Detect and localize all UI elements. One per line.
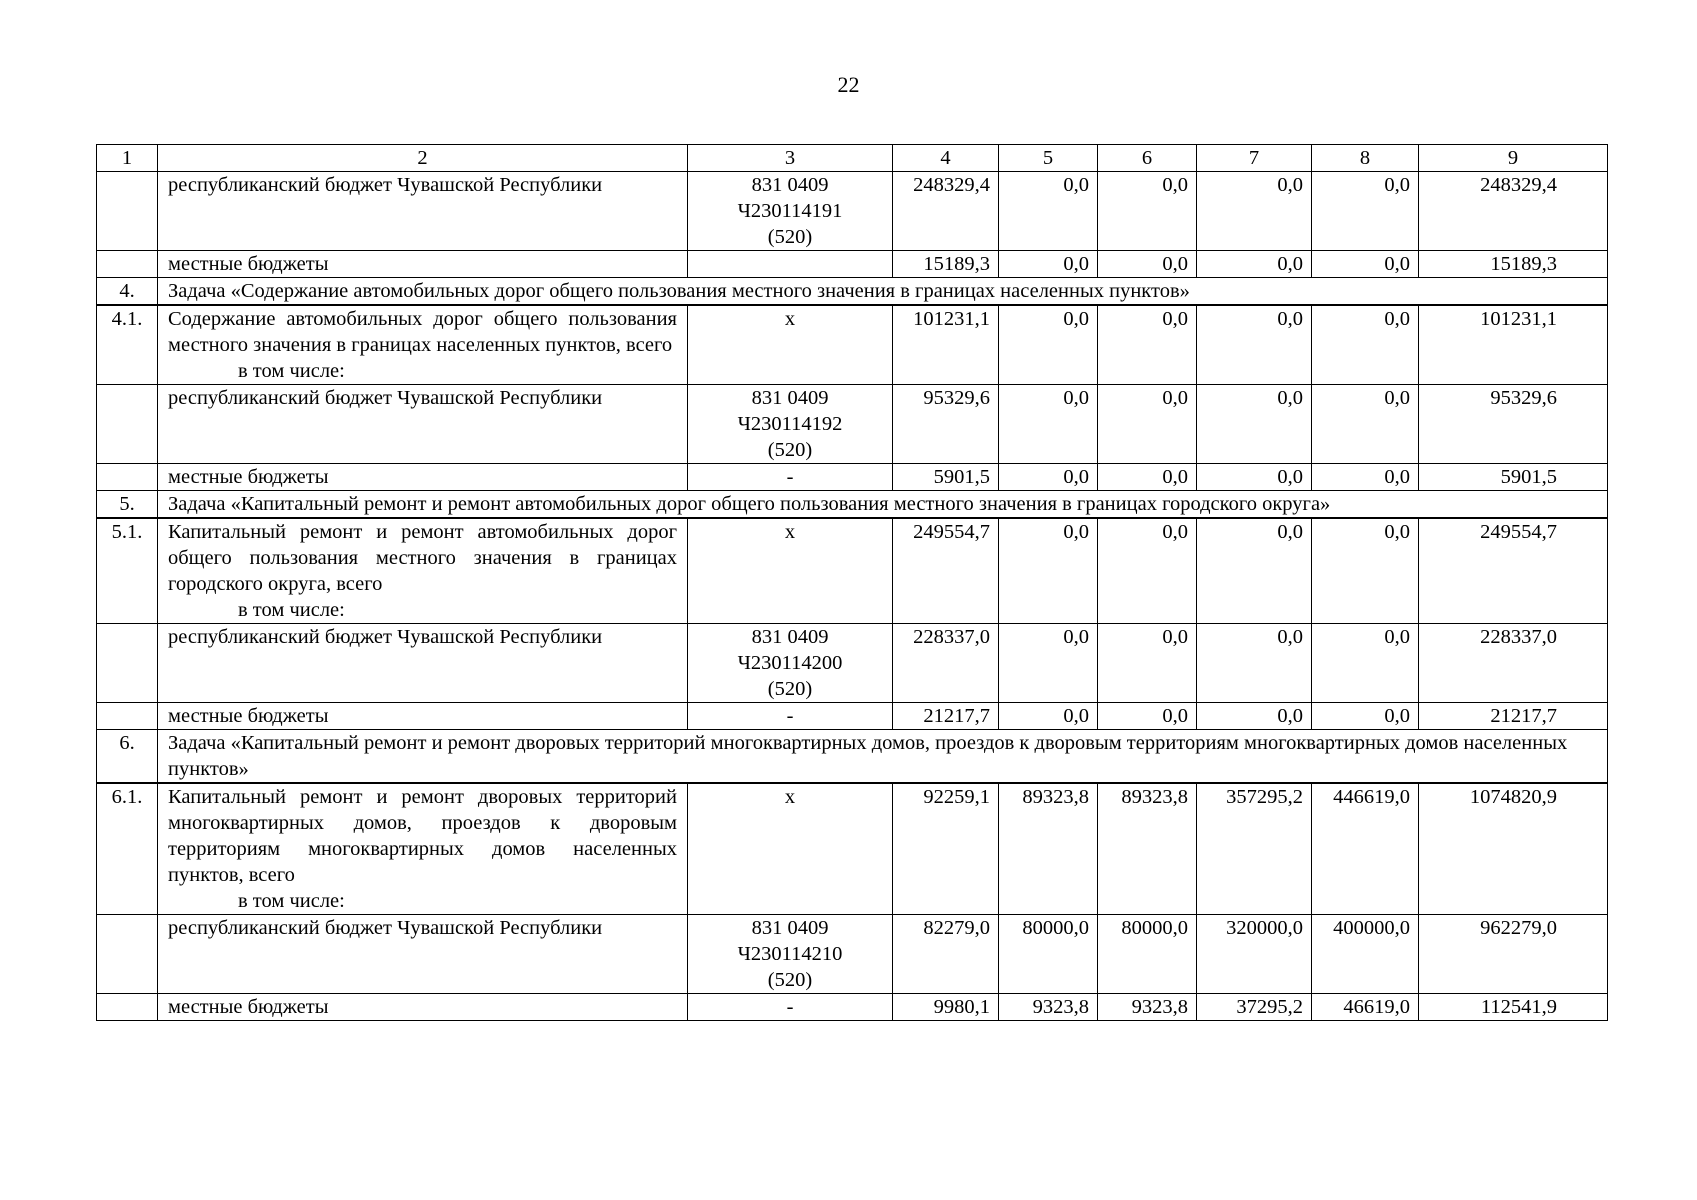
table-row [97,305,1608,385]
value-5: 0,0 [999,305,1098,385]
total-value: 95329,6 [1419,385,1608,464]
column-number: 4 [893,145,999,172]
budget-code-cell [688,464,893,491]
value-8: 400000,0 [1312,915,1419,994]
column-number: 3 [688,145,893,172]
budget-code-line: Ч230114191 [737,200,843,222]
value-6: 0,0 [1098,703,1197,730]
task-title: Задача «Капитальный ремонт и ремонт автомобильных дорог общего пользования местного значения в границах городского округа» [158,491,1608,519]
budget-code-line: 831 0409 [751,174,829,196]
task-row [97,278,1608,306]
budget-code-cell [688,385,893,464]
value-8: 0,0 [1312,624,1419,703]
item-name: местные бюджеты [168,996,329,1018]
budget-code-cell [688,783,893,915]
value-7: 37295,2 [1197,994,1312,1021]
value-4: 101231,1 [893,305,999,385]
value-8: 0,0 [1312,305,1419,385]
budget-code-line: - [786,996,794,1018]
value-4: 92259,1 [893,783,999,915]
item-name: Капитальный ремонт и ремонт дворовых территорий многоквартирных домов, проездов к дворовым территориям многоквартирных домов населенных пунктов, всего [168,786,677,886]
total-value: 5901,5 [1419,464,1608,491]
value-7: 0,0 [1197,251,1312,278]
value-4: 5901,5 [893,464,999,491]
value-5: 80000,0 [999,915,1098,994]
budget-code-line: Ч230114200 [737,652,843,674]
item-number: 4.1. [97,305,158,385]
item-name-cell [158,518,688,624]
item-name: Капитальный ремонт и ремонт автомобильных дорог общего пользования местного значения в границах городского округа, всего [168,521,677,595]
item-name-cell [158,994,688,1021]
budget-code-cell [688,624,893,703]
value-6: 80000,0 [1098,915,1197,994]
value-4: 15189,3 [893,251,999,278]
item-name-cell [158,385,688,464]
task-row [97,730,1608,784]
item-name: республиканский бюджет Чувашской Республики [168,387,603,409]
item-name-cell [158,915,688,994]
total-value: 249554,7 [1419,518,1608,624]
value-4: 9980,1 [893,994,999,1021]
table-row [97,464,1608,491]
item-number [97,464,158,491]
value-6: 0,0 [1098,518,1197,624]
item-number: 5.1. [97,518,158,624]
value-7: 0,0 [1197,624,1312,703]
item-number [97,385,158,464]
value-4: 249554,7 [893,518,999,624]
budget-code-line: х [784,786,796,808]
budget-code-cell [688,703,893,730]
total-value: 1074820,9 [1419,783,1608,915]
task-number: 4. [97,278,158,306]
budget-table [96,144,1608,1021]
item-name: местные бюджеты [168,466,329,488]
value-7: 0,0 [1197,703,1312,730]
table-row [97,915,1608,994]
item-name-cell [158,703,688,730]
budget-code-cell [688,994,893,1021]
value-8: 0,0 [1312,251,1419,278]
value-6: 0,0 [1098,385,1197,464]
table-row [97,703,1608,730]
value-7: 357295,2 [1197,783,1312,915]
value-8: 446619,0 [1312,783,1419,915]
value-4: 21217,7 [893,703,999,730]
value-8: 0,0 [1312,518,1419,624]
total-value: 101231,1 [1419,305,1608,385]
item-number [97,172,158,251]
value-7: 320000,0 [1197,915,1312,994]
item-subtitle: в том числе: [238,360,345,382]
budget-code-line: х [784,308,796,330]
value-8: 0,0 [1312,172,1419,251]
value-6: 0,0 [1098,251,1197,278]
budget-code-line: (520) [767,678,813,700]
column-number-row [97,145,1608,172]
value-7: 0,0 [1197,172,1312,251]
item-number [97,915,158,994]
budget-code-line: 831 0409 [751,917,829,939]
value-7: 0,0 [1197,385,1312,464]
budget-code-line: Ч230114192 [737,413,843,435]
task-row [97,491,1608,519]
item-subtitle: в том числе: [238,890,345,912]
budget-code-line: Ч230114210 [737,943,843,965]
task-number: 5. [97,491,158,519]
value-5: 0,0 [999,518,1098,624]
item-name-cell [158,305,688,385]
column-number: 5 [999,145,1098,172]
item-number: 6.1. [97,783,158,915]
table-row [97,518,1608,624]
item-number [97,703,158,730]
column-number: 9 [1419,145,1608,172]
column-number: 2 [158,145,688,172]
task-title: Задача «Капитальный ремонт и ремонт дворовых территорий многоквартирных домов, проездов к дворовым территориям многоквартирных домов населенных пунктов» [158,730,1608,784]
page-number: 22 [837,72,860,97]
item-name-cell [158,783,688,915]
value-4: 228337,0 [893,624,999,703]
value-5: 0,0 [999,385,1098,464]
item-name: республиканский бюджет Чувашской Республики [168,174,603,196]
budget-code-cell [688,518,893,624]
value-4: 248329,4 [893,172,999,251]
value-5: 0,0 [999,172,1098,251]
budget-code-line: (520) [767,226,813,248]
value-5: 0,0 [999,624,1098,703]
value-5: 0,0 [999,703,1098,730]
table-row [97,172,1608,251]
column-number: 7 [1197,145,1312,172]
value-5: 89323,8 [999,783,1098,915]
budget-code-line: (520) [767,969,813,991]
column-number: 6 [1098,145,1197,172]
value-7: 0,0 [1197,518,1312,624]
value-4: 95329,6 [893,385,999,464]
budget-code-cell [688,305,893,385]
total-value: 248329,4 [1419,172,1608,251]
value-8: 0,0 [1312,703,1419,730]
item-name: местные бюджеты [168,253,329,275]
item-name: местные бюджеты [168,705,329,727]
total-value: 112541,9 [1419,994,1608,1021]
item-name-cell [158,172,688,251]
budget-code-cell [688,251,893,278]
budget-code-line: 831 0409 [751,387,829,409]
item-subtitle: в том числе: [238,599,345,621]
value-6: 89323,8 [1098,783,1197,915]
item-number [97,994,158,1021]
item-name: республиканский бюджет Чувашской Республики [168,917,603,939]
item-name-cell [158,464,688,491]
table-row [97,624,1608,703]
value-5: 9323,8 [999,994,1098,1021]
item-number [97,251,158,278]
total-value: 15189,3 [1419,251,1608,278]
value-6: 0,0 [1098,172,1197,251]
item-name: республиканский бюджет Чувашской Республики [168,626,603,648]
value-7: 0,0 [1197,305,1312,385]
total-value: 21217,7 [1419,703,1608,730]
item-number [97,624,158,703]
budget-code-line: - [786,466,794,488]
column-number: 8 [1312,145,1419,172]
value-8: 46619,0 [1312,994,1419,1021]
value-6: 9323,8 [1098,994,1197,1021]
budget-code-cell [688,172,893,251]
column-number: 1 [97,145,158,172]
table-row [97,385,1608,464]
value-4: 82279,0 [893,915,999,994]
value-8: 0,0 [1312,464,1419,491]
table-row [97,994,1608,1021]
budget-code-line: - [786,705,794,727]
budget-code-line: х [784,521,796,543]
table-row [97,251,1608,278]
budget-code-line: 831 0409 [751,626,829,648]
value-6: 0,0 [1098,464,1197,491]
budget-code-cell [688,915,893,994]
total-value: 228337,0 [1419,624,1608,703]
item-name-cell [158,624,688,703]
item-name: Содержание автомобильных дорог общего пользования местного значения в границах населенных пунктов, всего [168,308,677,356]
item-name-cell [158,251,688,278]
value-7: 0,0 [1197,464,1312,491]
value-6: 0,0 [1098,305,1197,385]
total-value: 962279,0 [1419,915,1608,994]
value-5: 0,0 [999,464,1098,491]
value-6: 0,0 [1098,624,1197,703]
task-number: 6. [97,730,158,784]
table-row [97,783,1608,915]
value-5: 0,0 [999,251,1098,278]
budget-code-line: (520) [767,439,813,461]
value-8: 0,0 [1312,385,1419,464]
task-title: Задача «Содержание автомобильных дорог общего пользования местного значения в границах населенных пунктов» [158,278,1608,306]
